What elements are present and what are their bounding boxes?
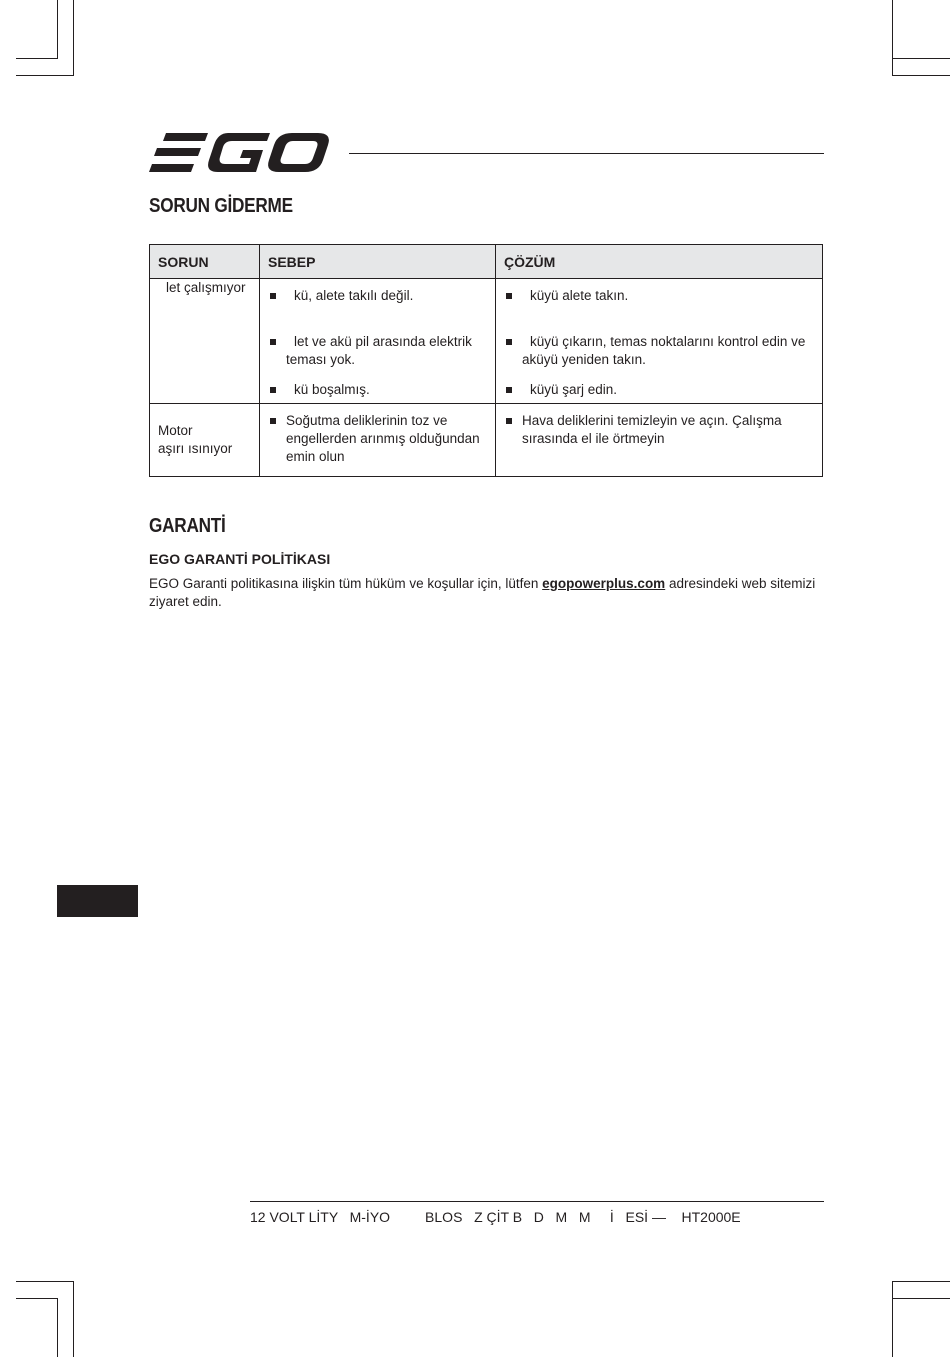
crop-mark (73, 0, 74, 76)
problem-text-line: aşırı ısınıyor (158, 441, 233, 456)
bullet-square-icon (270, 293, 276, 299)
crop-mark (57, 0, 58, 59)
problem-text: let çalışmıyor (166, 280, 246, 295)
bullet-square-icon (270, 418, 276, 424)
crop-mark (73, 1281, 74, 1357)
cause-cell (260, 279, 496, 404)
crop-mark (16, 1298, 58, 1299)
list-item: küyü şarj edin. (506, 381, 814, 399)
crop-mark (892, 1281, 950, 1282)
solution-cell (496, 404, 823, 477)
footer-text: 12 VOLT LİTY M-İYO BLOS Z ÇİT B D M M İ ESİ — HT2000E (250, 1209, 741, 1225)
list-item: Hava deliklerini temizleyin ve açın. Çalışma sırasında el ile örtmeyin (506, 412, 814, 448)
crop-mark (16, 58, 58, 59)
problem-cell (150, 404, 260, 477)
crop-mark (892, 0, 893, 76)
bullet-square-icon (506, 418, 512, 424)
troubleshooting-title: SORUN GİDERME (149, 195, 293, 217)
list-item: kü, alete takılı değil. (270, 287, 487, 305)
bullet-square-icon (270, 387, 276, 393)
list-item: küyü alete takın. (506, 287, 814, 305)
problem-text-line: Motor (158, 423, 193, 438)
table-row (150, 404, 823, 477)
crop-mark (892, 1298, 950, 1299)
solution-cell (496, 279, 823, 404)
bullet-square-icon (270, 339, 276, 345)
crop-mark (57, 1298, 58, 1357)
cause-cell (260, 404, 496, 477)
troubleshooting-table (149, 244, 823, 477)
problem-cell (150, 279, 260, 404)
table-row (150, 279, 823, 404)
ego-logo (148, 131, 332, 174)
warranty-title: GARANTİ (149, 515, 226, 537)
warranty-subtitle: EGO GARANTİ POLİTİKASI (149, 551, 331, 567)
bullet-square-icon (506, 293, 512, 299)
list-item: küyü çıkarın, temas noktalarını kontrol edin ve aküyü yeniden takın. (506, 333, 814, 369)
list-item: Soğutma deliklerinin toz ve engellerden arınmış olduğundan emin olun (270, 412, 487, 466)
crop-mark (892, 1281, 893, 1357)
bullet-square-icon (506, 387, 512, 393)
bullet-square-icon (506, 339, 512, 345)
website-link[interactable]: egopowerplus.com (542, 576, 666, 591)
table-header-row (150, 245, 823, 279)
language-side-tab (57, 885, 138, 917)
header-problem: SORUN (150, 245, 260, 279)
header-rule (349, 153, 824, 154)
crop-mark (16, 75, 74, 76)
warranty-paragraph: EGO Garanti politikasına ilişkin tüm hüküm ve koşullar için, lütfen egopowerplus.com adresindeki web sitemizi ziyaret edin. (149, 576, 816, 609)
header-cause: SEBEP (260, 245, 496, 279)
list-item: kü boşalmış. (270, 381, 487, 399)
crop-mark (892, 75, 950, 76)
crop-mark (16, 1281, 74, 1282)
crop-mark (892, 58, 950, 59)
list-item: let ve akü pil arasında elektrik teması yok. (270, 333, 487, 369)
footer-rule (250, 1201, 824, 1202)
header-solution: ÇÖZÜM (496, 245, 823, 279)
